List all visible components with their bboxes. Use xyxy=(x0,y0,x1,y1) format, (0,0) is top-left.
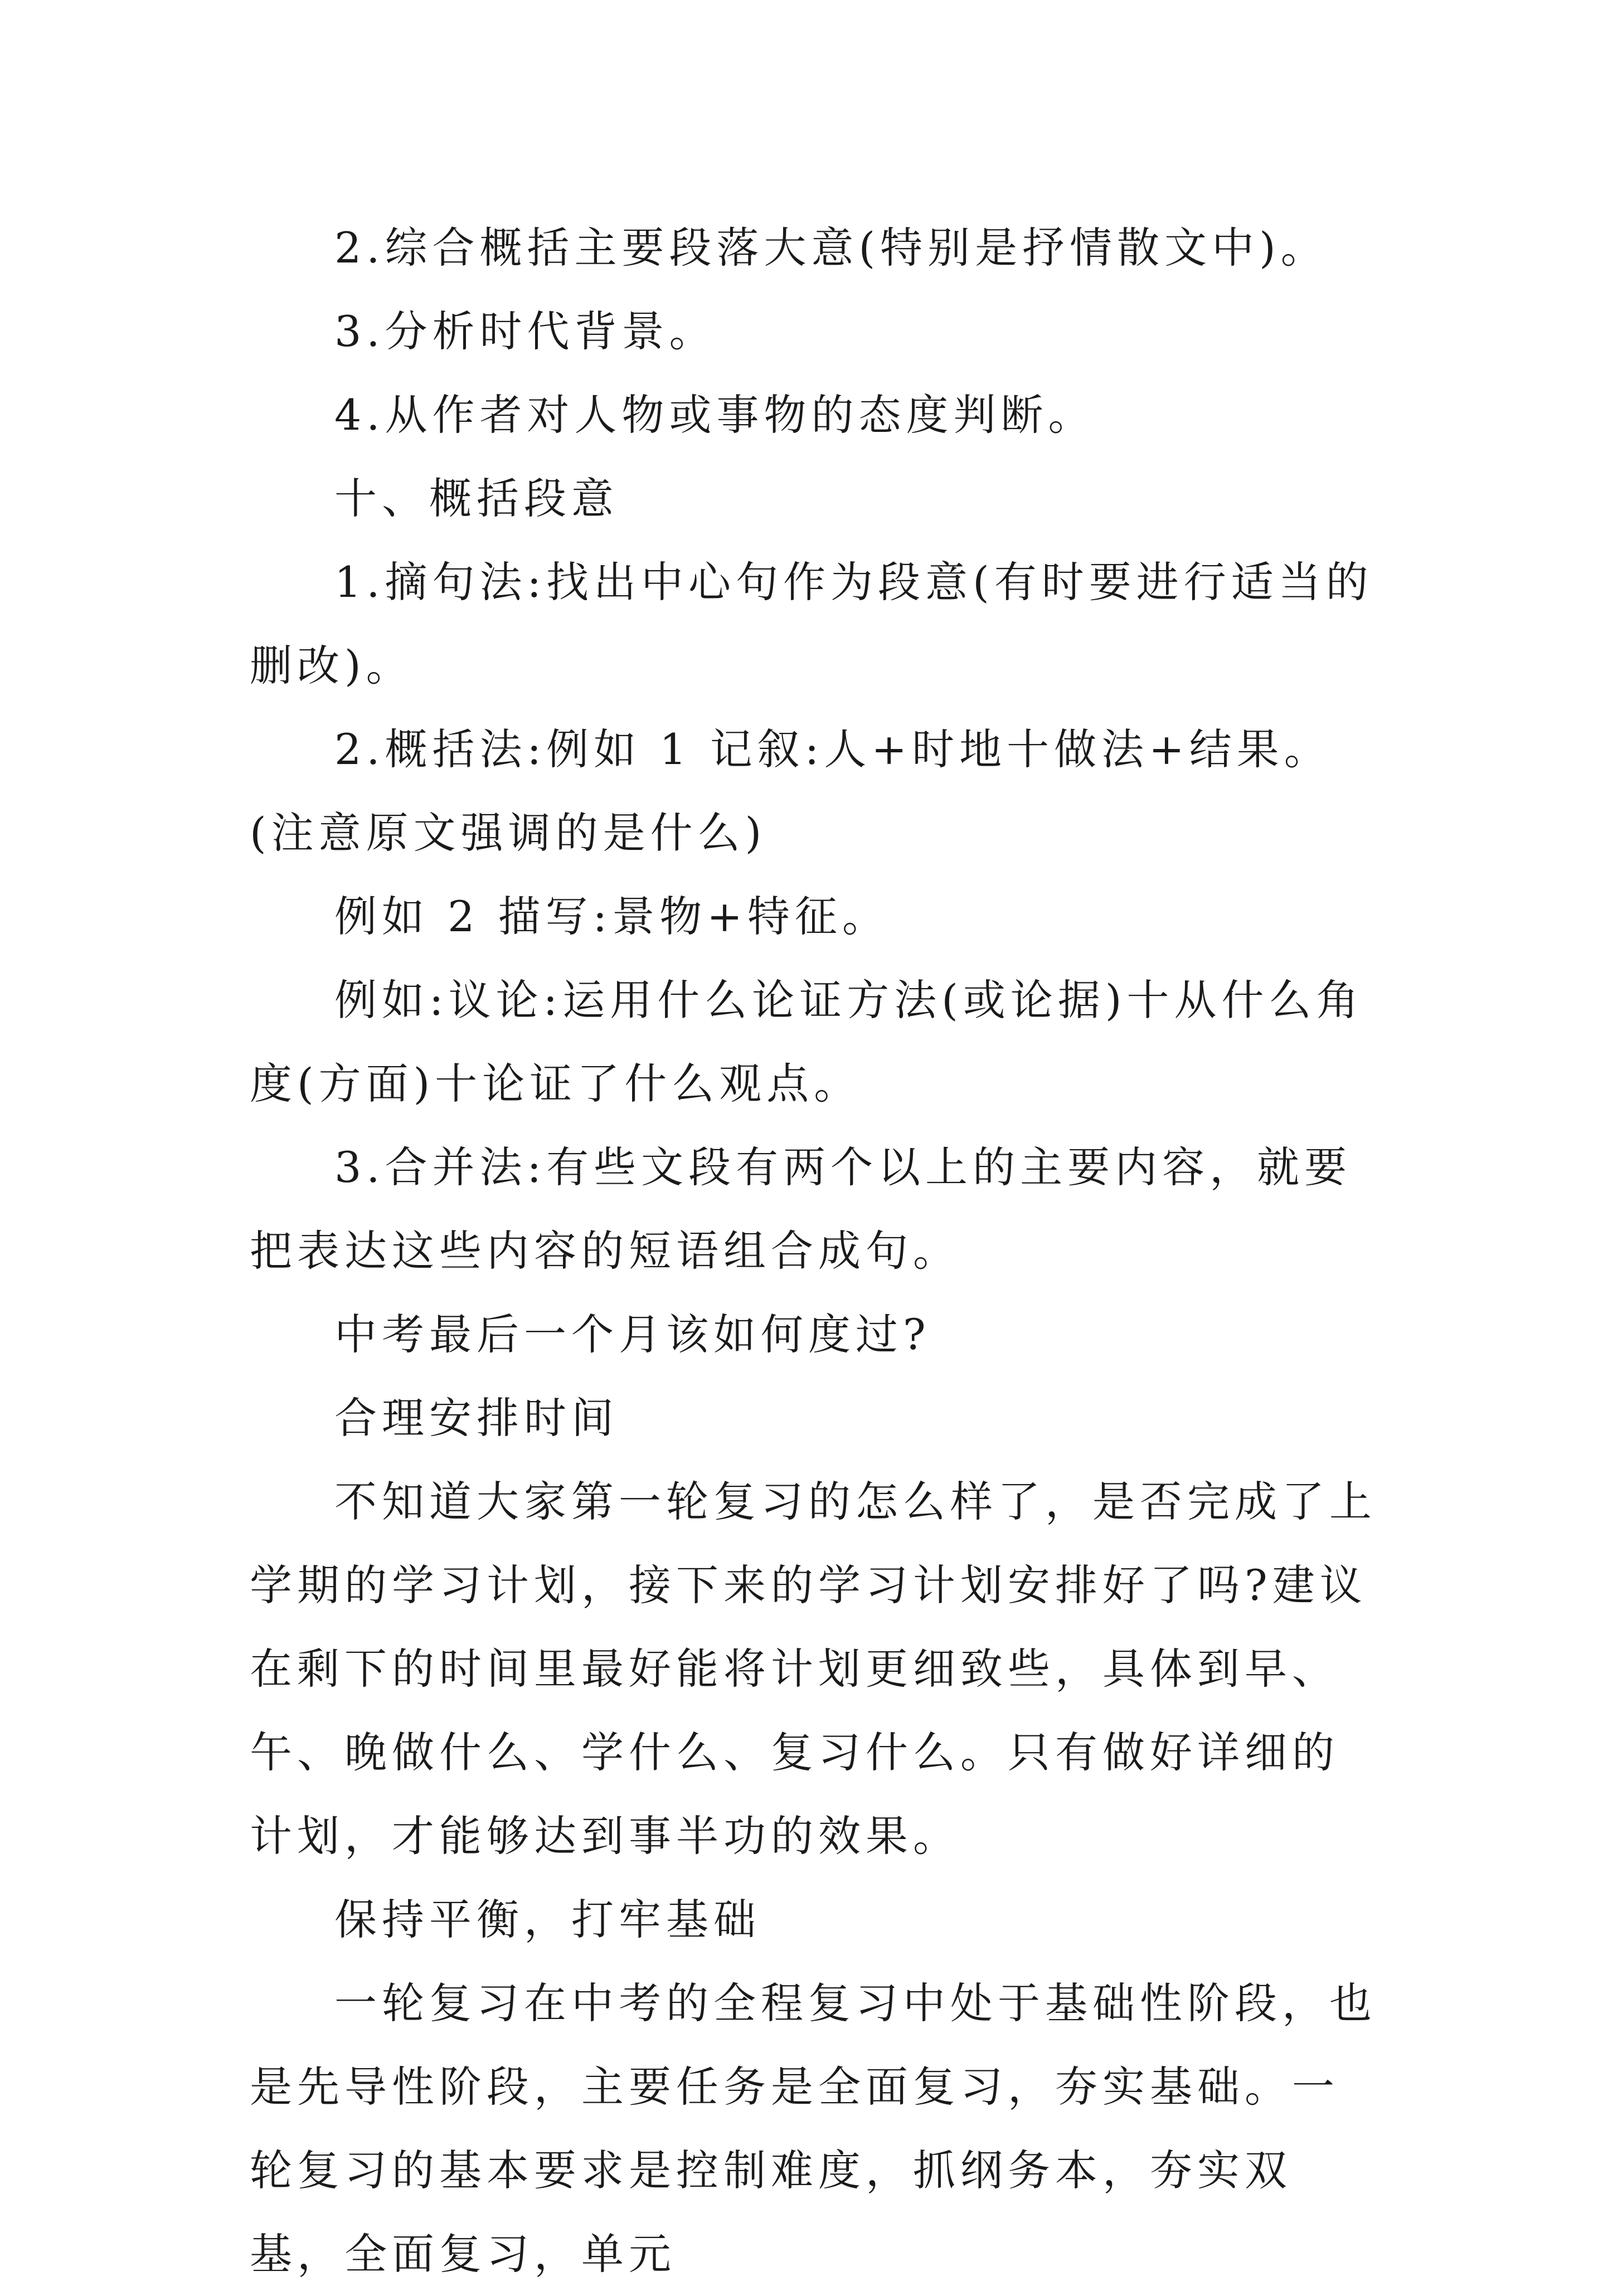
heading-arrange-time: 合理安排时间 xyxy=(334,1393,619,1443)
document-body xyxy=(250,206,1381,2296)
paragraph-main-idea: 2.综合概括主要段落大意(特别是抒情散文中)。 xyxy=(334,223,1328,273)
paragraph-author-attitude: 4.从作者对人物或事物的态度判断。 xyxy=(334,390,1096,440)
paragraph-first-review: 一轮复习在中考的全程复习中处于基础性阶段，也是先导性阶段，主要任务是全面复习，夯实基础。一轮复习的基本要求是控制难度，抓纲务本，夯实双基，全面复习，单元 xyxy=(250,1978,1377,2279)
heading-balance-foundation: 保持平衡，打牢基础 xyxy=(334,1895,761,1944)
section-heading-summarize: 十、概括段意 xyxy=(334,474,619,523)
paragraph-summary-method: 2.概括法:例如 1 记叙:人+时地十做法+结果。(注意原文强调的是什么) xyxy=(250,724,1332,858)
paragraph-study-plan: 不知道大家第一轮复习的怎么样了，是否完成了上学期的学习计划，接下来的学习计划安排好了吗?建议在剩下的时间里最好能将计划更细致些，具体到早、午、晚做什么、学什么、复习什么。只有做好详细的计划，才能够达到事半功的效果。 xyxy=(250,1477,1377,1861)
paragraph-example-description: 例如 2 描写:景物+特征。 xyxy=(334,892,890,941)
heading-last-month: 中考最后一个月该如何度过? xyxy=(334,1310,931,1359)
paragraph-example-argument: 例如:议论:运用什么论证方法(或论据)十从什么角度(方面)十论证了什么观点。 xyxy=(250,975,1364,1108)
paragraph-merge-method: 3.合并法:有些文段有两个以上的主要内容，就要把表达这些内容的短语组合成句。 xyxy=(250,1142,1352,1276)
paragraph-background: 3.分析时代背景。 xyxy=(334,307,717,356)
paragraph-extract-method: 1.摘句法:找出中心句作为段意(有时要进行适当的删改)。 xyxy=(250,557,1373,690)
